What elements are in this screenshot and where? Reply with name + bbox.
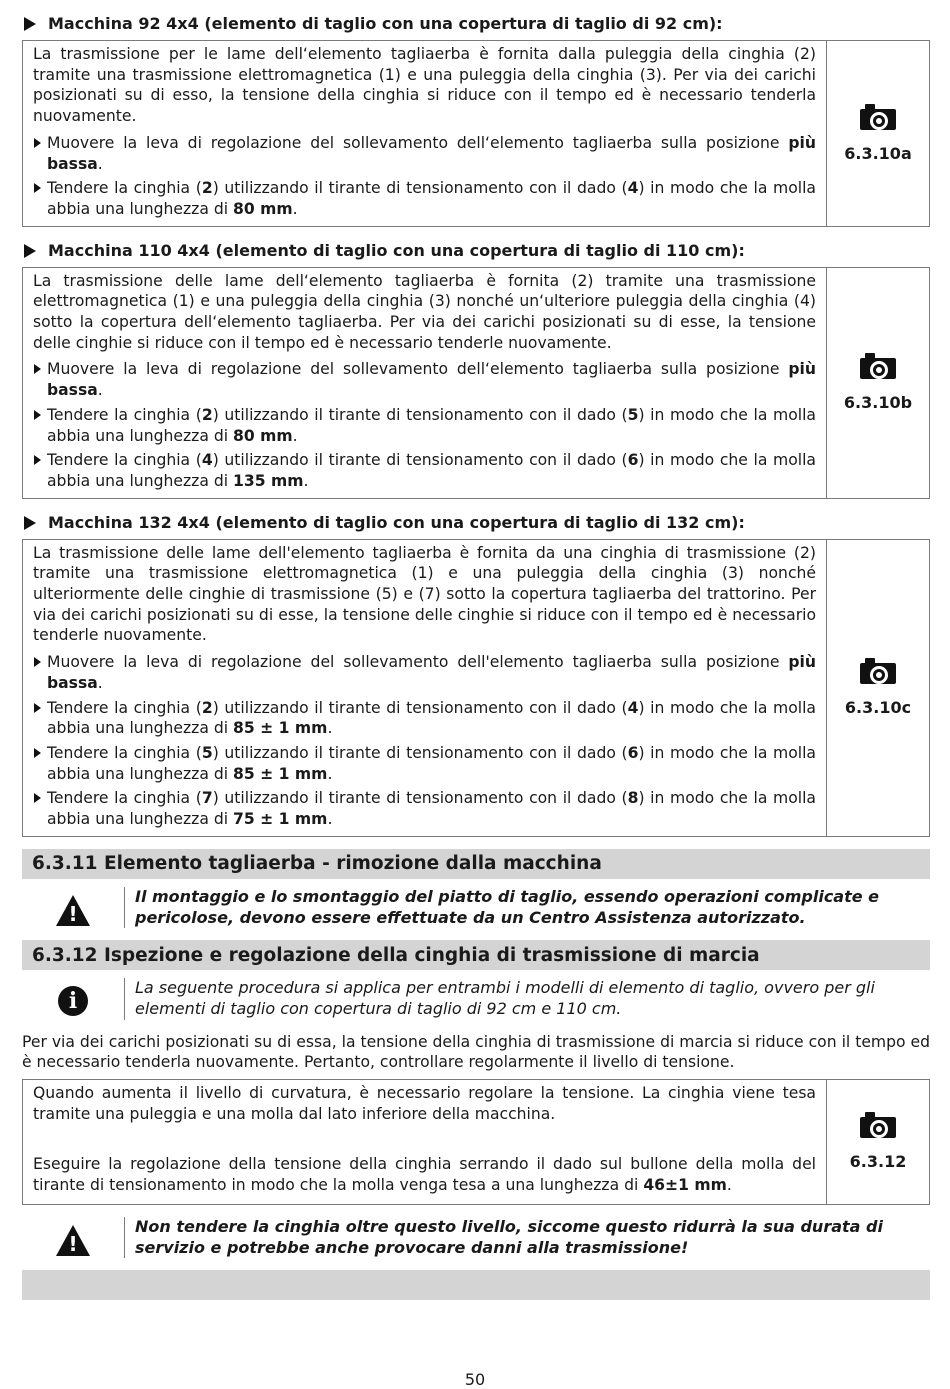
instruction-step: Muovere la leva di regolazione del sollevamento dell'elemento tagliaerba sulla posizione più bassa. [33, 652, 816, 693]
arrow-bullet-icon [34, 793, 41, 803]
instruction-step: Muovere la leva di regolazione del sollevamento dell‘elemento tagliaerba sulla posizione più bassa. [33, 359, 816, 400]
figure-number: 6.3.10a [844, 143, 912, 163]
heading-machine-110: Macchina 110 4x4 (elemento di taglio con una copertura di taglio di 110 cm): [22, 239, 930, 263]
triangle-bullet-icon [24, 17, 36, 31]
figure-number: 6.3.10c [844, 698, 912, 718]
info-text: La seguente procedura si applica per entrambi i modelli di elemento di taglio, ovvero per gli elementi di taglio con copertura di taglio di 92 cm e 110 cm. [124, 978, 930, 1019]
camera-icon [860, 658, 896, 684]
camera-icon [860, 353, 896, 379]
arrow-bullet-icon [34, 657, 41, 667]
info-note [22, 978, 930, 1019]
arrow-bullet-icon [34, 138, 41, 148]
triangle-bullet-icon [24, 516, 36, 530]
instruction-box-6-3-12 [22, 1079, 930, 1205]
instruction-step: Tendere la cinghia (2) utilizzando il tirante di tensionamento con il dado (5) in modo che la molla abbia una lunghezza di 80 mm. [33, 405, 816, 446]
footer-bar [22, 1270, 930, 1300]
paragraph: La trasmissione delle lame dell‘elemento tagliaerba è fornita (2) tramite una trasmissione elettromagnetica (1) e una puleggia della cinghia (3) nonché un‘ulteriore puleggia della cinghia (4) sotto la copertura dell‘elemento tagliaerba. Per via dei carichi posizionati su di esse, la tensione delle cinghie si riduce con il tempo ed è necessario tenderle nuovamente. [33, 271, 816, 352]
triangle-bullet-icon [24, 244, 36, 258]
paragraph: La trasmissione delle lame dell'elemento tagliaerba è fornita da una cinghia di trasmissione (2) tramite una trasmissione elettromagnetica (1) e una puleggia della cinghia (3) nonché ulteriormente delle cinghie di trasmissione (5) e (7) sotto la copertura tagliaerba del trattorino. Per via dei carichi posizionati su di esse, la tensione delle cinghie si riduce con il tempo ed è necessario tenderle nuovamente. [33, 543, 816, 645]
paragraph: Quando aumenta il livello di curvatura, è necessario regolare la tensione. La cinghia viene tesa tramite una puleggia e una molla dal lato inferiore della macchina. [33, 1084, 816, 1123]
warning-text: Il montaggio e lo smontaggio del piatto di taglio, essendo operazioni complicate e pericolose, devono essere effettuate da un Centro Assistenza autorizzato. [124, 887, 930, 928]
figure-ref [827, 268, 929, 498]
paragraph: Eseguire la regolazione della tensione della cinghia serrando il dado sul bullone della molla del tirante di tensionamento in modo che la molla venga tesa a una lunghezza di 46±1 mm. [33, 1155, 816, 1195]
figure-ref [827, 41, 929, 226]
instruction-step: Tendere la cinghia (2) utilizzando il tirante di tensionamento con il dado (4) in modo che la molla abbia una lunghezza di 80 mm. [33, 178, 816, 219]
instruction-step: Tendere la cinghia (4) utilizzando il tirante di tensionamento con il dado (6) in modo che la molla abbia una lunghezza di 135 mm. [33, 450, 816, 491]
camera-icon [860, 1112, 896, 1138]
section-title-6-3-12: 6.3.12 Ispezione e regolazione della cinghia di trasmissione di marcia [22, 940, 930, 970]
instruction-step: Tendere la cinghia (7) utilizzando il tirante di tensionamento con il dado (8) in modo che la molla abbia una lunghezza di 75 ± 1 mm. [33, 788, 816, 829]
warning-note [22, 1217, 930, 1258]
arrow-bullet-icon [34, 183, 41, 193]
intro-paragraph: Per via dei carichi posizionati su di essa, la tensione della cinghia di trasmissione di marcia si riduce con il tempo ed è necessario tenderla nuovamente. Pertanto, controllare regolarmente il livello di tensione. [22, 1032, 930, 1072]
warning-text: Non tendere la cinghia oltre questo livello, siccome questo ridurrà la sua durata di servizio e potrebbe anche provocare danni alla trasmissione! [124, 1217, 930, 1258]
warning-icon: ! [56, 1225, 90, 1256]
arrow-bullet-icon [34, 410, 41, 420]
instruction-box-132 [22, 539, 930, 837]
manual-page [22, 12, 930, 1300]
info-icon: i [58, 986, 88, 1016]
figure-number: 6.3.10b [843, 393, 913, 413]
arrow-bullet-icon [34, 703, 41, 713]
instruction-step: Muovere la leva di regolazione del sollevamento dell‘elemento tagliaerba sulla posizione più bassa. [33, 133, 816, 174]
figure-ref [827, 1080, 929, 1204]
instruction-step: Tendere la cinghia (5) utilizzando il tirante di tensionamento con il dado (6) in modo che la molla abbia una lunghezza di 85 ± 1 mm. [33, 743, 816, 784]
section-title-6-3-11: 6.3.11 Elemento tagliaerba - rimozione dalla macchina [22, 849, 930, 879]
instruction-box-92 [22, 40, 930, 227]
instruction-box-110 [22, 267, 930, 499]
warning-note [22, 887, 930, 928]
arrow-bullet-icon [34, 748, 41, 758]
heading-machine-92: Macchina 92 4x4 (elemento di taglio con una copertura di taglio di 92 cm): [22, 12, 930, 36]
instruction-step: Tendere la cinghia (2) utilizzando il tirante di tensionamento con il dado (4) in modo che la molla abbia una lunghezza di 85 ± 1 mm. [33, 698, 816, 739]
paragraph: La trasmissione per le lame dell‘elemento tagliaerba è fornita dalla puleggia della cinghia (2) tramite una trasmissione elettromagnetica (1) e una puleggia della cinghia (3). Per via dei carichi posizionati su di esso, la tensione della cinghia si riduce con il tempo ed è necessario tenderla nuovamente. [33, 45, 816, 126]
arrow-bullet-icon [34, 455, 41, 465]
heading-machine-132: Macchina 132 4x4 (elemento di taglio con una copertura di taglio di 132 cm): [22, 511, 930, 535]
arrow-bullet-icon [34, 364, 41, 374]
page-number: 50 [464, 1370, 486, 1389]
warning-icon: ! [56, 895, 90, 926]
figure-number: 6.3.12 [849, 1152, 907, 1172]
camera-icon [860, 104, 896, 130]
figure-ref [827, 540, 929, 836]
